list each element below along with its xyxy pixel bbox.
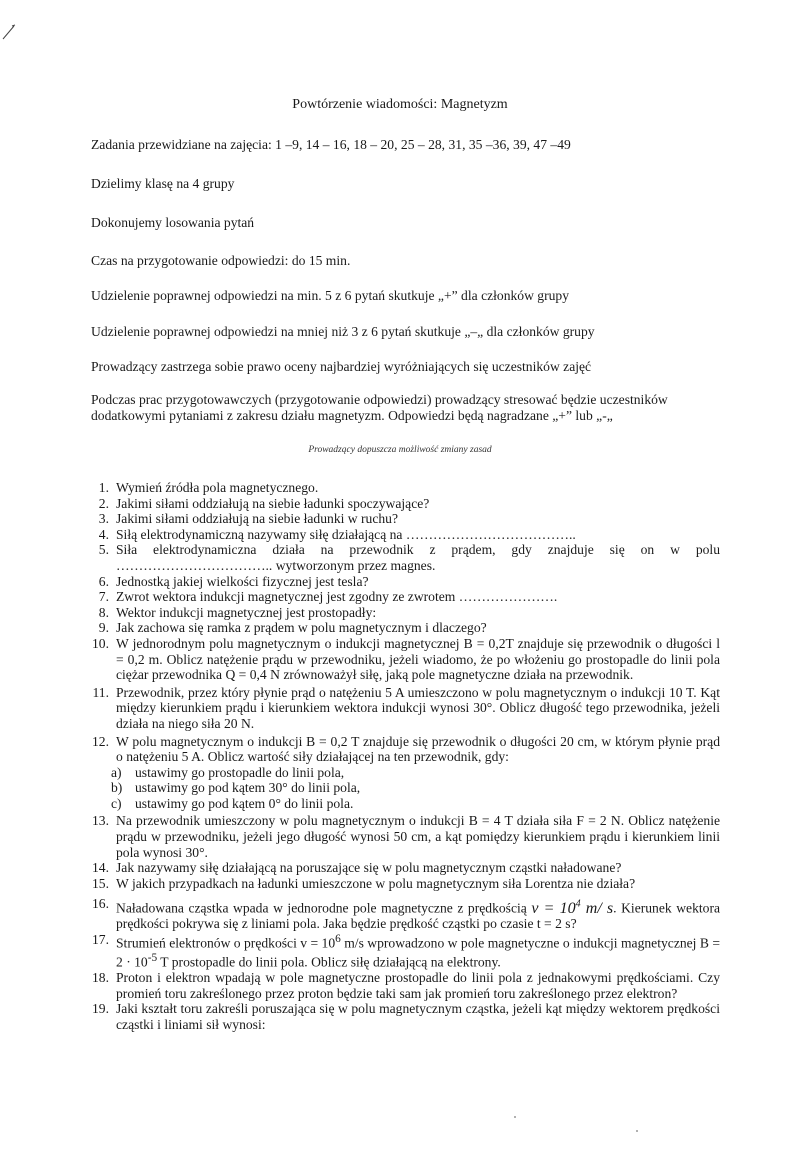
- question-item: [85, 527, 720, 543]
- question-number: 14.: [92, 860, 109, 876]
- question-text-start: Naładowana cząstka wpada w jednorodne pole magnetyczne z prędkością: [116, 900, 527, 916]
- rule-groups: Dzielimy klasę na 4 grupy: [91, 176, 235, 191]
- question-number: 3.: [98, 511, 109, 527]
- scan-speck: [514, 1116, 516, 1118]
- option-letter: a): [111, 764, 122, 780]
- question-number: 9.: [98, 620, 109, 636]
- question-text-end: T prostopadle do linii pola. Oblicz siłę działającą na elektrony.: [157, 954, 501, 970]
- question-item: [85, 685, 720, 732]
- question-text: W polu magnetycznym o indukcji B = 0,2 T znajduje się przewodnik o długości 20 cm, w którym płynie prąd o natężeniu 5 A. Oblicz wartość siły działającej na ten przewodnik, gdy:: [116, 733, 720, 765]
- question-text: Siła elektrodynamiczna działa na przewodnik z prądem, gdy znajduje się on w polu …………………………….. wytworzonym przez magnes.: [116, 542, 720, 573]
- question-item: [85, 734, 720, 765]
- option-item: [85, 765, 720, 781]
- option-item: [85, 796, 720, 812]
- rule-draw: Dokonujemy losowania pytań: [91, 215, 255, 230]
- exponent-induction: -5: [147, 952, 158, 965]
- rule-extra-questions: Podczas prac przygotowawczych (przygotowanie odpowiedzi) prowadzący stresować będzie uczestników dodatkowymi pytaniami z zakresu działu magnetyzm. Odpowiedzi będą nagradzane „+” lub „-„: [91, 392, 668, 423]
- question-number: 16.: [92, 896, 109, 912]
- rule-grading: Prowadzący zastrzega sobie prawo oceny najbardziej wyróżniających się uczestników zajęć: [91, 359, 592, 374]
- question-text: W jednorodnym polu magnetycznym o indukcji magnetycznej B = 0,2T znajduje się przewodnik o długości l = 0,2 m. Oblicz natężenie prądu w przewodniku, jeżeli wiadomo, że po włożeniu go prostopadle do linii pola ciężar przewodnika Q = 0,4 N zrównoważył siłę, jaką pole magnetyczne działa na przewodnik.: [116, 635, 720, 683]
- question-text: Jakimi siłami oddziałują na siebie ładunki spoczywające?: [116, 495, 430, 511]
- rule-tasks: Zadania przewidziane na zajęcia: 1 –9, 14 – 16, 18 – 20, 25 – 28, 31, 35 –36, 39, 47 –49: [91, 137, 571, 152]
- formula-unit: m/ s: [585, 899, 614, 917]
- question-text: Zwrot wektora indukcji magnetycznej jest zgodny ze zwrotem ………………….: [116, 589, 558, 605]
- question-number: 4.: [98, 526, 109, 542]
- question-number: 8.: [98, 604, 109, 620]
- velocity-formula: [531, 900, 613, 917]
- question-item: [85, 970, 720, 1001]
- scan-speck: [636, 1130, 638, 1132]
- question-item: [85, 605, 720, 621]
- question-text: W jakich przypadkach na ładunki umieszczone w polu magnetycznym siła Lorentza nie działa?: [116, 875, 636, 891]
- rule-plus: Udzielenie poprawnej odpowiedzi na min. 5 z 6 pytań skutkuje „+” dla członków grupy: [91, 288, 570, 303]
- question-item: [85, 636, 720, 683]
- question-item: [85, 876, 720, 892]
- question-item: [85, 932, 720, 970]
- question-item: [85, 542, 720, 573]
- question-text: Jaki kształt toru zakreśli poruszająca się w polu magnetycznym cząstka, jeżeli kąt między wektorem prędkości cząstki i liniami sił wynosi:: [116, 1001, 720, 1032]
- question-number: 13.: [92, 813, 109, 829]
- question-number: 12.: [92, 733, 109, 749]
- question-number: 15.: [92, 875, 109, 891]
- question-text: Jednostką jakiej wielkości fizycznej jest tesla?: [116, 573, 369, 589]
- question-number: 5.: [98, 542, 109, 558]
- question-text: Wektor indukcji magnetycznej jest prostopadły:: [116, 604, 377, 620]
- question-number: 18.: [92, 970, 109, 986]
- question-item: [85, 896, 720, 932]
- question-text: Na przewodnik umieszczony w polu magnetycznym o indukcji B = 4 T działa siła F = 2 N. Oblicz natężenie prądu w przewodniku, jeżeli jego długość wynosi 50 cm, a kąt pomiędzy kierunkiem prądu i kierunkiem linii pola wynosi 30°.: [116, 813, 720, 860]
- option-item: [85, 780, 720, 796]
- question-item: [85, 620, 720, 636]
- option-letter: b): [111, 780, 123, 796]
- question-item: [85, 574, 720, 590]
- formula-base: v = 10: [531, 899, 576, 917]
- question-number: 2.: [98, 495, 109, 511]
- question-number: 10.: [92, 635, 109, 651]
- page-title: Powtórzenie wiadomości: Magnetyzm: [292, 97, 508, 112]
- rule-time: Czas na przygotowanie odpowiedzi: do 15 min.: [91, 253, 351, 268]
- question-number: 1.: [98, 480, 109, 495]
- option-text: ustawimy go pod kątem 0° do linii pola.: [135, 795, 354, 811]
- question-item: [85, 813, 720, 860]
- rule-minus: Udzielenie poprawnej odpowiedzi na mniej niż 3 z 6 pytań skutkuje „–„ dla członków grupy: [91, 324, 595, 339]
- question-text: Siłą elektrodynamiczną nazywamy siłę działającą na ………………………………..: [116, 526, 576, 542]
- option-text: ustawimy go pod kątem 30° do linii pola,: [135, 780, 361, 796]
- question-number: 19.: [92, 1001, 109, 1017]
- option-text: ustawimy go prostopadle do linii pola,: [135, 764, 345, 780]
- option-letter: c): [111, 795, 122, 811]
- question-text: Jakimi siłami oddziałują na siebie ładunki w ruchu?: [116, 511, 398, 527]
- question-text-end: . Kierunek wektora prędkości pokrywa się z liniami pola. Jaka będzie prędkość cząstki po czasie t = 2 s?: [116, 900, 721, 932]
- question-item: [85, 860, 720, 876]
- pen-mark-icon: [2, 24, 16, 40]
- question-number: 11.: [92, 684, 109, 700]
- question-text-middle: m/s wprowadzono w pole magnetyczne o indukcji magnetycznej B = 2 · 10: [116, 935, 721, 970]
- question-number: 17.: [92, 931, 109, 947]
- question-list: [85, 480, 720, 1033]
- question-item: [85, 1001, 720, 1032]
- question-item: [85, 511, 720, 527]
- question-text-start: Strumień elektronów o prędkości v = 10: [116, 935, 336, 951]
- rules-note: Prowadzący dopuszcza możliwość zmiany zasad: [308, 445, 492, 455]
- formula-exponent: 4: [575, 898, 581, 910]
- question-text: Jak zachowa się ramka z prądem w polu magnetycznym i dlaczego?: [116, 620, 487, 636]
- question-number: 7.: [98, 589, 109, 605]
- question-text: Proton i elektron wpadają w pole magnetyczne prostopadle do linii pola z jednakowymi prędkościami. Czy promień toru zakreślonego przez proton będzie taki sam jak promień toru zakreślonego przez elektron?: [116, 970, 720, 1001]
- exponent-velocity: 6: [335, 932, 341, 945]
- question-text: Jak nazywamy siłę działającą na poruszające się w polu magnetycznym cząstki naładowane?: [116, 860, 622, 876]
- question-item: [85, 480, 720, 496]
- question-number: 6.: [98, 573, 109, 589]
- question-item: [85, 589, 720, 605]
- question-text: Przewodnik, przez który płynie prąd o natężeniu 5 A umieszczono w polu magnetycznym o indukcji 10 T. Kąt między kierunkiem prądu i kierunkiem wektora indukcji wynosi 30°. Oblicz długość tego przewodnika, jeżeli działa na niego siła 20 N.: [116, 684, 720, 731]
- question-item: [85, 496, 720, 512]
- question-text: Wymień źródła pola magnetycznego.: [116, 480, 319, 495]
